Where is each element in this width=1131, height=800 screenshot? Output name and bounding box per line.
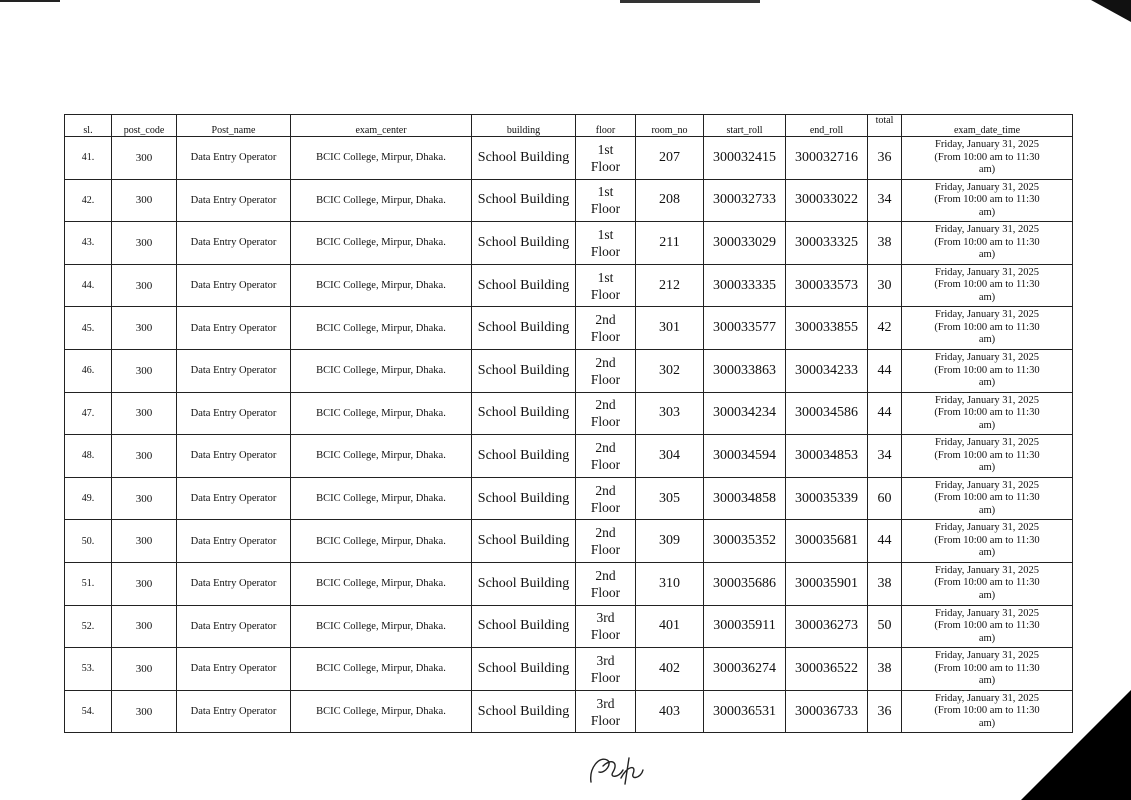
start-roll-cell: 300035911 <box>704 605 786 648</box>
building-cell: School Building <box>472 435 576 478</box>
exam-center-cell: BCIC College, Mirpur, Dhaka. <box>291 137 472 180</box>
exam-date-line: Friday, January 31, 2025 <box>934 564 1039 576</box>
table-row <box>65 222 1073 265</box>
start-roll-cell: 300035686 <box>704 562 786 605</box>
header-floor: floor <box>576 115 636 137</box>
exam-time-line: (From 10:00 am to 11:30 <box>934 364 1040 376</box>
floor-cell <box>576 605 636 648</box>
end-roll-cell: 300035901 <box>786 562 868 605</box>
table-row <box>65 605 1073 648</box>
post-name-cell: Data Entry Operator <box>177 648 291 691</box>
exam-date-time-cell <box>902 562 1073 605</box>
room-no-cell: 310 <box>636 562 704 605</box>
room-no-cell: 403 <box>636 690 704 733</box>
start-roll-cell: 300034234 <box>704 392 786 435</box>
table-row <box>65 349 1073 392</box>
exam-date-line: Friday, January 31, 2025 <box>934 266 1039 278</box>
post-name-cell: Data Entry Operator <box>177 264 291 307</box>
exam-date-line: Friday, January 31, 2025 <box>934 352 1039 364</box>
floor-level: 1st <box>597 141 614 157</box>
exam-date-time-cell <box>902 520 1073 563</box>
exam-time-line: (From 10:00 am to 11:30 <box>934 662 1040 674</box>
floor-cell <box>576 520 636 563</box>
floor-word: Floor <box>590 456 621 472</box>
start-roll-cell: 300032733 <box>704 179 786 222</box>
start-roll-cell: 300036274 <box>704 648 786 691</box>
exam-date-time-cell <box>902 605 1073 648</box>
floor-cell <box>576 137 636 180</box>
floor-word: Floor <box>590 712 621 728</box>
table-row <box>65 520 1073 563</box>
end-roll-cell: 300034586 <box>786 392 868 435</box>
exam-date-line: Friday, January 31, 2025 <box>934 607 1039 619</box>
header-exam-date-time: exam_date_time <box>902 115 1073 137</box>
exam-time-line: (From 10:00 am to 11:30 <box>934 321 1040 333</box>
post-code-cell: 300 <box>112 307 177 350</box>
post-code-cell: 300 <box>112 477 177 520</box>
exam-date-line: Friday, January 31, 2025 <box>934 437 1039 449</box>
total-cell: 50 <box>868 605 902 648</box>
sl-cell: 53. <box>65 648 112 691</box>
exam-date-time-cell <box>902 264 1073 307</box>
end-roll-cell: 300035339 <box>786 477 868 520</box>
exam-time-end-line: am) <box>978 291 996 303</box>
building-cell: School Building <box>472 562 576 605</box>
total-cell: 34 <box>868 179 902 222</box>
exam-center-cell: BCIC College, Mirpur, Dhaka. <box>291 648 472 691</box>
exam-time-line: (From 10:00 am to 11:30 <box>934 577 1040 589</box>
floor-word: Floor <box>590 584 621 600</box>
scan-artifact-top-center <box>620 0 760 3</box>
floor-level: 2nd <box>595 482 616 498</box>
exam-date-line: Friday, January 31, 2025 <box>934 522 1039 534</box>
end-roll-cell: 300036522 <box>786 648 868 691</box>
table-row <box>65 690 1073 733</box>
end-roll-cell: 300033022 <box>786 179 868 222</box>
exam-time-end-line: am) <box>978 589 996 601</box>
post-code-cell: 300 <box>112 690 177 733</box>
end-roll-cell: 300033855 <box>786 307 868 350</box>
exam-date-time-cell <box>902 477 1073 520</box>
exam-center-cell: BCIC College, Mirpur, Dhaka. <box>291 222 472 265</box>
room-no-cell: 401 <box>636 605 704 648</box>
end-roll-cell: 300033325 <box>786 222 868 265</box>
building-cell: School Building <box>472 605 576 648</box>
building-cell: School Building <box>472 349 576 392</box>
floor-level: 3rd <box>596 695 615 711</box>
floor-level: 1st <box>597 226 614 242</box>
floor-cell <box>576 222 636 265</box>
total-cell: 38 <box>868 648 902 691</box>
exam-center-cell: BCIC College, Mirpur, Dhaka. <box>291 477 472 520</box>
post-code-cell: 300 <box>112 605 177 648</box>
exam-date-line: Friday, January 31, 2025 <box>934 692 1039 704</box>
post-code-cell: 300 <box>112 137 177 180</box>
room-no-cell: 304 <box>636 435 704 478</box>
sl-cell: 51. <box>65 562 112 605</box>
total-cell: 60 <box>868 477 902 520</box>
sl-cell: 54. <box>65 690 112 733</box>
exam-time-line: (From 10:00 am to 11:30 <box>934 279 1040 291</box>
exam-center-cell: BCIC College, Mirpur, Dhaka. <box>291 562 472 605</box>
room-no-cell: 402 <box>636 648 704 691</box>
post-code-cell: 300 <box>112 222 177 265</box>
start-roll-cell: 300034858 <box>704 477 786 520</box>
exam-date-time-cell <box>902 307 1073 350</box>
exam-date-line: Friday, January 31, 2025 <box>934 224 1039 236</box>
building-cell: School Building <box>472 648 576 691</box>
building-cell: School Building <box>472 222 576 265</box>
table-row <box>65 264 1073 307</box>
floor-level: 3rd <box>596 652 615 668</box>
floor-word: Floor <box>590 371 621 387</box>
table-row <box>65 477 1073 520</box>
floor-cell <box>576 435 636 478</box>
floor-cell <box>576 690 636 733</box>
exam-center-cell: BCIC College, Mirpur, Dhaka. <box>291 307 472 350</box>
exam-center-cell: BCIC College, Mirpur, Dhaka. <box>291 392 472 435</box>
total-cell: 44 <box>868 349 902 392</box>
sl-cell: 43. <box>65 222 112 265</box>
exam-time-line: (From 10:00 am to 11:30 <box>934 194 1040 206</box>
exam-date-time-cell <box>902 392 1073 435</box>
post-name-cell: Data Entry Operator <box>177 179 291 222</box>
post-name-cell: Data Entry Operator <box>177 690 291 733</box>
exam-date-time-cell <box>902 648 1073 691</box>
start-roll-cell: 300033335 <box>704 264 786 307</box>
seat-plan-table <box>64 114 1073 733</box>
header-sl: sl. <box>65 115 112 137</box>
building-cell: School Building <box>472 137 576 180</box>
sl-cell: 50. <box>65 520 112 563</box>
post-name-cell: Data Entry Operator <box>177 435 291 478</box>
floor-word: Floor <box>590 201 621 217</box>
building-cell: School Building <box>472 690 576 733</box>
floor-word: Floor <box>590 329 621 345</box>
start-roll-cell: 300032415 <box>704 137 786 180</box>
post-name-cell: Data Entry Operator <box>177 520 291 563</box>
exam-center-cell: BCIC College, Mirpur, Dhaka. <box>291 435 472 478</box>
floor-level: 2nd <box>595 567 616 583</box>
end-roll-cell: 300032716 <box>786 137 868 180</box>
floor-level: 2nd <box>595 397 616 413</box>
post-name-cell: Data Entry Operator <box>177 349 291 392</box>
room-no-cell: 309 <box>636 520 704 563</box>
signature-mark <box>585 748 655 788</box>
exam-date-line: Friday, January 31, 2025 <box>934 139 1039 151</box>
sl-cell: 41. <box>65 137 112 180</box>
room-no-cell: 212 <box>636 264 704 307</box>
table-row <box>65 562 1073 605</box>
floor-word: Floor <box>590 499 621 515</box>
room-no-cell: 301 <box>636 307 704 350</box>
sl-cell: 44. <box>65 264 112 307</box>
scan-corner-top-right <box>1091 0 1131 22</box>
floor-word: Floor <box>590 286 621 302</box>
exam-center-cell: BCIC College, Mirpur, Dhaka. <box>291 349 472 392</box>
room-no-cell: 207 <box>636 137 704 180</box>
exam-time-end-line: am) <box>978 717 996 729</box>
exam-time-line: (From 10:00 am to 11:30 <box>934 534 1040 546</box>
exam-center-cell: BCIC College, Mirpur, Dhaka. <box>291 605 472 648</box>
sl-cell: 47. <box>65 392 112 435</box>
room-no-cell: 302 <box>636 349 704 392</box>
total-cell: 38 <box>868 222 902 265</box>
exam-time-end-line: am) <box>978 206 996 218</box>
table-header-row <box>65 115 1073 137</box>
floor-cell <box>576 477 636 520</box>
exam-date-time-cell <box>902 435 1073 478</box>
scan-artifact-top-left <box>0 0 60 2</box>
building-cell: School Building <box>472 520 576 563</box>
table-body <box>65 137 1073 733</box>
table-row <box>65 435 1073 478</box>
floor-level: 1st <box>597 184 614 200</box>
header-total: total <box>868 115 902 137</box>
header-post-name: Post_name <box>177 115 291 137</box>
exam-time-line: (From 10:00 am to 11:30 <box>934 492 1040 504</box>
sl-cell: 46. <box>65 349 112 392</box>
floor-word: Floor <box>590 243 621 259</box>
floor-level: 2nd <box>595 312 616 328</box>
exam-date-time-cell <box>902 222 1073 265</box>
header-post-code: post_code <box>112 115 177 137</box>
table-row <box>65 179 1073 222</box>
exam-date-line: Friday, January 31, 2025 <box>934 394 1039 406</box>
post-name-cell: Data Entry Operator <box>177 477 291 520</box>
end-roll-cell: 300033573 <box>786 264 868 307</box>
sl-cell: 42. <box>65 179 112 222</box>
exam-date-time-cell <box>902 137 1073 180</box>
floor-cell <box>576 562 636 605</box>
start-roll-cell: 300033029 <box>704 222 786 265</box>
floor-level: 3rd <box>596 610 615 626</box>
start-roll-cell: 300035352 <box>704 520 786 563</box>
floor-cell <box>576 179 636 222</box>
post-code-cell: 300 <box>112 562 177 605</box>
total-cell: 34 <box>868 435 902 478</box>
exam-time-end-line: am) <box>978 249 996 261</box>
exam-time-end-line: am) <box>978 164 996 176</box>
sl-cell: 48. <box>65 435 112 478</box>
post-name-cell: Data Entry Operator <box>177 562 291 605</box>
sl-cell: 49. <box>65 477 112 520</box>
floor-level: 2nd <box>595 525 616 541</box>
total-cell: 36 <box>868 690 902 733</box>
table-row <box>65 392 1073 435</box>
floor-word: Floor <box>590 627 621 643</box>
exam-time-line: (From 10:00 am to 11:30 <box>934 407 1040 419</box>
header-exam-center: exam_center <box>291 115 472 137</box>
post-code-cell: 300 <box>112 520 177 563</box>
exam-date-time-cell <box>902 179 1073 222</box>
end-roll-cell: 300036273 <box>786 605 868 648</box>
exam-center-cell: BCIC College, Mirpur, Dhaka. <box>291 520 472 563</box>
exam-center-cell: BCIC College, Mirpur, Dhaka. <box>291 690 472 733</box>
end-roll-cell: 300036733 <box>786 690 868 733</box>
post-name-cell: Data Entry Operator <box>177 137 291 180</box>
sl-cell: 45. <box>65 307 112 350</box>
post-name-cell: Data Entry Operator <box>177 605 291 648</box>
exam-date-time-cell <box>902 690 1073 733</box>
room-no-cell: 208 <box>636 179 704 222</box>
exam-time-line: (From 10:00 am to 11:30 <box>934 705 1040 717</box>
start-roll-cell: 300033863 <box>704 349 786 392</box>
floor-cell <box>576 264 636 307</box>
post-code-cell: 300 <box>112 648 177 691</box>
post-code-cell: 300 <box>112 349 177 392</box>
exam-time-end-line: am) <box>978 504 996 516</box>
floor-cell <box>576 392 636 435</box>
floor-level: 2nd <box>595 439 616 455</box>
exam-center-cell: BCIC College, Mirpur, Dhaka. <box>291 179 472 222</box>
header-room-no: room_no <box>636 115 704 137</box>
floor-cell <box>576 349 636 392</box>
exam-time-end-line: am) <box>978 377 996 389</box>
end-roll-cell: 300034853 <box>786 435 868 478</box>
exam-date-line: Friday, January 31, 2025 <box>934 309 1039 321</box>
post-code-cell: 300 <box>112 179 177 222</box>
post-name-cell: Data Entry Operator <box>177 392 291 435</box>
table-row <box>65 307 1073 350</box>
end-roll-cell: 300035681 <box>786 520 868 563</box>
header-start-roll: start_roll <box>704 115 786 137</box>
table-row <box>65 648 1073 691</box>
room-no-cell: 305 <box>636 477 704 520</box>
building-cell: School Building <box>472 264 576 307</box>
room-no-cell: 211 <box>636 222 704 265</box>
building-cell: School Building <box>472 392 576 435</box>
total-cell: 44 <box>868 392 902 435</box>
building-cell: School Building <box>472 307 576 350</box>
exam-time-line: (From 10:00 am to 11:30 <box>934 236 1040 248</box>
exam-date-line: Friday, January 31, 2025 <box>934 650 1039 662</box>
start-roll-cell: 300033577 <box>704 307 786 350</box>
post-code-cell: 300 <box>112 435 177 478</box>
total-cell: 36 <box>868 137 902 180</box>
floor-word: Floor <box>590 158 621 174</box>
exam-time-line: (From 10:00 am to 11:30 <box>934 620 1040 632</box>
exam-center-cell: BCIC College, Mirpur, Dhaka. <box>291 264 472 307</box>
exam-time-end-line: am) <box>978 547 996 559</box>
building-cell: School Building <box>472 179 576 222</box>
post-code-cell: 300 <box>112 392 177 435</box>
start-roll-cell: 300036531 <box>704 690 786 733</box>
floor-cell <box>576 648 636 691</box>
exam-time-line: (From 10:00 am to 11:30 <box>934 151 1040 163</box>
floor-cell <box>576 307 636 350</box>
end-roll-cell: 300034233 <box>786 349 868 392</box>
table-row <box>65 137 1073 180</box>
floor-level: 2nd <box>595 354 616 370</box>
room-no-cell: 303 <box>636 392 704 435</box>
total-cell: 44 <box>868 520 902 563</box>
exam-time-end-line: am) <box>978 419 996 431</box>
total-cell: 42 <box>868 307 902 350</box>
exam-date-line: Friday, January 31, 2025 <box>934 479 1039 491</box>
sl-cell: 52. <box>65 605 112 648</box>
header-end-roll: end_roll <box>786 115 868 137</box>
post-code-cell: 300 <box>112 264 177 307</box>
exam-time-end-line: am) <box>978 334 996 346</box>
exam-date-line: Friday, January 31, 2025 <box>934 181 1039 193</box>
exam-time-end-line: am) <box>978 462 996 474</box>
post-name-cell: Data Entry Operator <box>177 307 291 350</box>
exam-time-line: (From 10:00 am to 11:30 <box>934 449 1040 461</box>
exam-date-time-cell <box>902 349 1073 392</box>
post-name-cell: Data Entry Operator <box>177 222 291 265</box>
building-cell: School Building <box>472 477 576 520</box>
floor-level: 1st <box>597 269 614 285</box>
exam-time-end-line: am) <box>978 675 996 687</box>
total-cell: 30 <box>868 264 902 307</box>
total-cell: 38 <box>868 562 902 605</box>
header-building: building <box>472 115 576 137</box>
floor-word: Floor <box>590 669 621 685</box>
floor-word: Floor <box>590 414 621 430</box>
exam-time-end-line: am) <box>978 632 996 644</box>
floor-word: Floor <box>590 542 621 558</box>
start-roll-cell: 300034594 <box>704 435 786 478</box>
